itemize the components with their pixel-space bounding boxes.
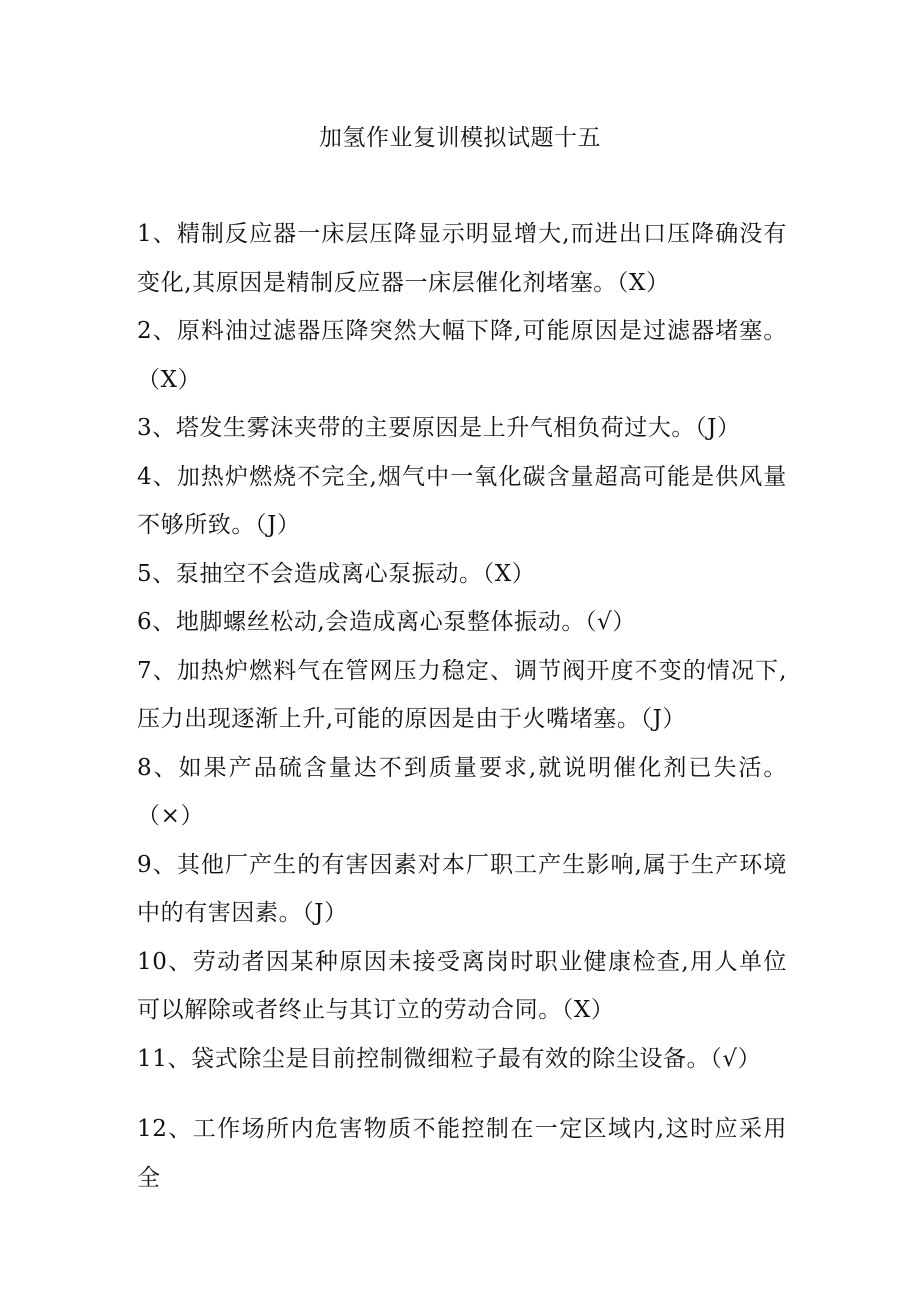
question-item: 12、工作场所内危害物质不能控制在一定区域内,这时应采用全 — [137, 1116, 787, 1191]
question-item: 6、地脚螺丝松动,会造成离心泵整体振动。（√） — [137, 609, 636, 635]
question-item: 2、原料油过滤器压降突然大幅下降,可能原因是过滤器堵塞。（X） — [137, 318, 787, 393]
question-item: 7、加热炉燃料气在管网压力稳定、调节阀开度不变的情况下,压力出现逐渐上升,可能的原因是由于火嘴堵塞。（J） — [137, 657, 787, 732]
question-item: 11、袋式除尘是目前控制微细粒子最有效的除尘设备。（√） — [137, 1045, 762, 1072]
question-item: 10、劳动者因某种原因未接受离岗时职业健康检查,用人单位可以解除或者终止与其订立的劳动合同。（X） — [137, 948, 787, 1023]
document-title: 加氢作业复训模拟试题十五 — [319, 125, 601, 151]
question-item: 9、其他厂产生的有害因素对本厂职工产生影响,属于生产环境中的有害因素。（J） — [137, 851, 787, 926]
question-item: 3、塔发生雾沫夹带的主要原因是上升气相负荷过大。（J） — [137, 415, 741, 441]
question-list — [137, 210, 787, 1202]
question-item: 4、加热炉燃烧不完全,烟气中一氧化碳含量超高可能是供风量不够所致。（J） — [137, 463, 787, 538]
question-item: 8、如果产品硫含量达不到质量要求,就说明催化剂已失活。（×） — [137, 754, 787, 829]
question-item: 1、精制反应器一床层压降显示明显增大,而进出口压降确没有变化,其原因是精制反应器一床层催化剂堵塞。（X） — [137, 221, 787, 296]
question-item: 5、泵抽空不会造成离心泵振动。（X） — [137, 560, 536, 587]
